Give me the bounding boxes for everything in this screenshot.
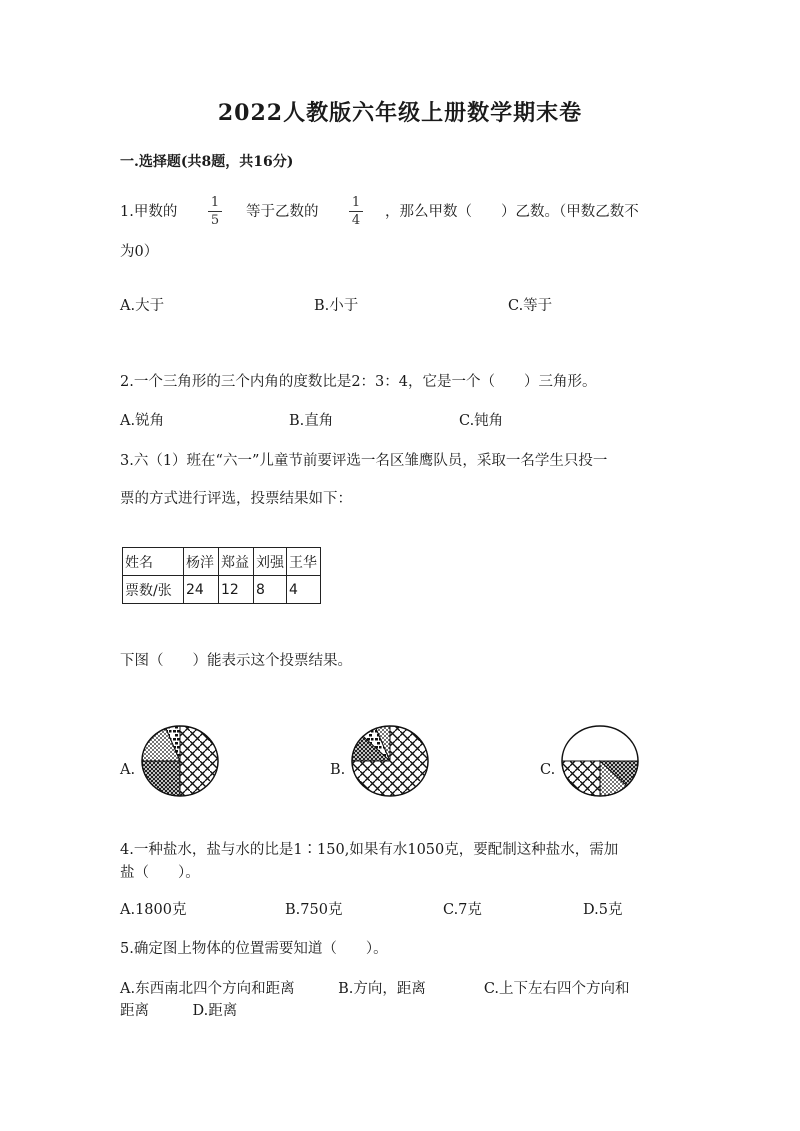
q1-text-part3: ，那么甲数（ ）乙数。（甲数乙数不 bbox=[385, 204, 639, 220]
table-cell: 票数/张 bbox=[123, 576, 184, 604]
q4-option-a: A.1800克 bbox=[120, 902, 187, 918]
q1-fraction-2 bbox=[349, 195, 363, 228]
q1-option-b: B.小于 bbox=[314, 298, 359, 314]
table-cell: 24 bbox=[184, 576, 219, 604]
q2-option-a: A.锐角 bbox=[120, 413, 165, 429]
q5-text: 5.确定图上物体的位置需要知道（ ）。 bbox=[120, 941, 388, 957]
q4-option-b: B.750克 bbox=[285, 902, 343, 918]
table-cell: 8 bbox=[254, 576, 287, 604]
table-cell: 姓名 bbox=[123, 548, 184, 576]
q3-option-a-label: A. bbox=[120, 762, 136, 778]
fraction-denominator: 4 bbox=[351, 213, 361, 228]
table-cell: 12 bbox=[219, 576, 254, 604]
q1-option-c: C.等于 bbox=[508, 298, 553, 314]
table-cell: 王华 bbox=[287, 548, 321, 576]
q4-text-line1: 4.一种盐水，盐与水的比是1∶150,如果有水1050克，要配制这种盐水，需加 bbox=[120, 842, 619, 858]
fraction-bar bbox=[208, 211, 222, 212]
pie-chart-option-b bbox=[350, 725, 430, 797]
q2-option-b: B.直角 bbox=[289, 413, 334, 429]
q1-text-part1: 1.甲数的 bbox=[120, 204, 178, 220]
table-cell: 郑益 bbox=[219, 548, 254, 576]
fraction-numerator: 1 bbox=[210, 195, 220, 210]
q4-option-d: D.5克 bbox=[583, 902, 623, 918]
table-cell: 杨洋 bbox=[184, 548, 219, 576]
fraction-bar bbox=[349, 211, 363, 212]
vote-table bbox=[122, 547, 321, 604]
section-heading: 一.选择题(共8题，共16分) bbox=[120, 154, 294, 170]
q3-text-line2: 票的方式进行评选，投票结果如下： bbox=[120, 491, 352, 507]
q1-fraction-1 bbox=[208, 195, 222, 228]
q5-options-line2: 距离 D.距离 bbox=[120, 1003, 238, 1019]
pie-chart-option-a bbox=[140, 725, 220, 797]
table-header-row bbox=[123, 548, 321, 576]
q3-text-line1: 3.六（1）班在“六一”儿童节前要评选一名区雏鹰队员，采取一名学生只投一 bbox=[120, 453, 608, 469]
q2-option-c: C.钝角 bbox=[459, 413, 504, 429]
exam-title: 2022人教版六年级上册数学期末卷 bbox=[217, 100, 583, 126]
q1-text-part2: 等于乙数的 bbox=[246, 204, 319, 220]
q1-text-line2: 为0） bbox=[120, 244, 159, 260]
table-row bbox=[123, 576, 321, 604]
q3-option-b-label: B. bbox=[330, 762, 346, 778]
pie-chart-option-c bbox=[560, 725, 640, 797]
fraction-numerator: 1 bbox=[351, 195, 361, 210]
q3-prompt: 下图（ ）能表示这个投票结果。 bbox=[120, 653, 352, 669]
q4-option-c: C.7克 bbox=[443, 902, 482, 918]
q3-option-c-label: C. bbox=[540, 762, 556, 778]
q4-text-line2: 盐（ ）。 bbox=[120, 865, 200, 881]
q1-option-a: A.大于 bbox=[120, 298, 165, 314]
table-cell: 刘强 bbox=[254, 548, 287, 576]
q2-text: 2.一个三角形的三个内角的度数比是2：3：4，它是一个（ ）三角形。 bbox=[120, 374, 597, 390]
table-cell: 4 bbox=[287, 576, 321, 604]
q5-options-line1: A.东西南北四个方向和距离 B.方向，距离 C.上下左右四个方向和 bbox=[120, 981, 630, 997]
fraction-denominator: 5 bbox=[210, 213, 220, 228]
